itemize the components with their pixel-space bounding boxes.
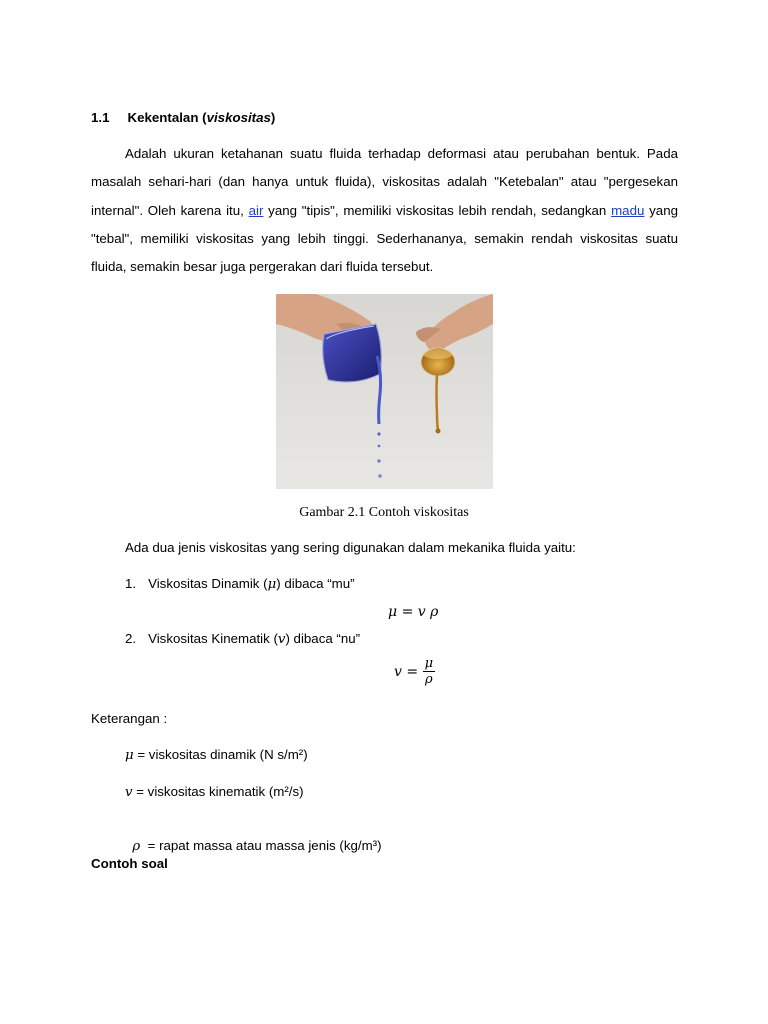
honey-beaker	[421, 348, 455, 376]
water-drop	[377, 459, 380, 462]
honey-stream	[437, 374, 439, 430]
example-heading: Contoh soal	[91, 856, 168, 871]
water-drop	[378, 474, 382, 478]
formula-dynamic: μ = v ρ	[388, 604, 439, 620]
water-drop	[377, 432, 380, 435]
honey-drop	[436, 429, 441, 434]
list-item-dynamic: 1. Viskositas Dinamik (μ) dibaca “mu”	[125, 576, 355, 592]
list-item-kinematic: 2. Viskositas Kinematik (v) dibaca “nu”	[125, 631, 361, 647]
types-intro: Ada dua jenis viskositas yang sering digunakan dalam mekanika fluida yaitu:	[125, 540, 576, 555]
intro-paragraph: Adalah ukuran ketahanan suatu fluida terhadap deformasi atau perubahan bentuk. Pada masalah sehari-hari (dan hanya untuk fluida), viskositas adalah "Ketebalan" atau "pergesekan internal". Oleh karena itu, air yang "tipis", memiliki viskositas lebih rendah, sedangkan madu yang "tebal", memiliki viskositas yang lebih tinggi. Sederhananya, semakin rendah viskositas suatu fluida, semakin besar juga pergerakan dari fluida tersebut.	[91, 146, 678, 275]
section-title-italic: viskositas	[206, 110, 271, 125]
link-air[interactable]: air	[248, 202, 264, 218]
section-number: 1.1	[91, 110, 110, 125]
keterangan-item-dynamic: μ = viskositas dinamik (N s/m²)	[125, 747, 308, 763]
viscosity-figure	[276, 294, 493, 489]
section-title-suffix: )	[270, 110, 276, 125]
water-drop	[378, 445, 381, 448]
fraction: $\frac{\mu}{\rho}$	[424, 656, 434, 687]
section-heading	[91, 109, 275, 127]
link-madu[interactable]: madu	[611, 202, 645, 218]
figure-caption: Gambar 2.1 Contoh viskositas	[299, 505, 469, 520]
formula-kinematic: v = $\frac{\mu}{\rho}$	[394, 656, 434, 687]
viscosity-photo	[276, 294, 493, 489]
section-title-prefix: Kekentalan (	[127, 110, 207, 125]
keterangan-item-density: ρ = rapat massa atau massa jenis (kg/m³)	[132, 838, 382, 854]
keterangan-label: Keterangan :	[91, 711, 168, 726]
water-beaker	[323, 324, 382, 382]
keterangan-item-kinematic: v = viskositas kinematik (m²/s)	[125, 784, 304, 800]
